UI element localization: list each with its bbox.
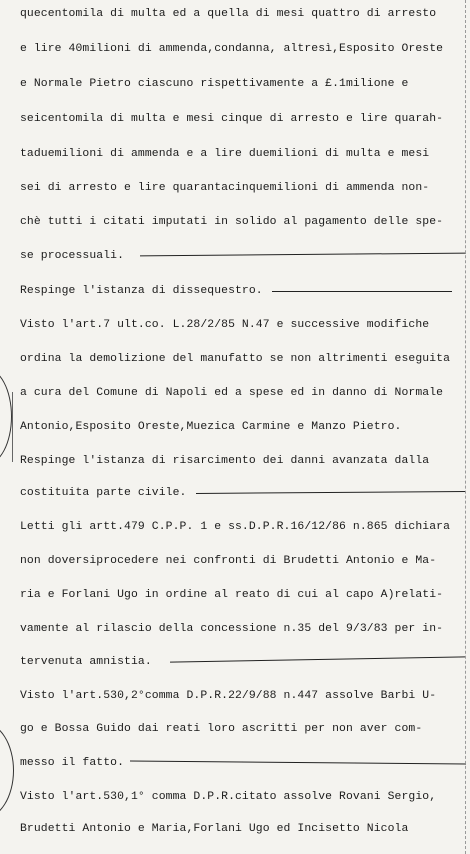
text-line: e lire 40milioni di ammenda,condanna, altresì,Esposito Oreste — [20, 43, 444, 55]
text-line: Visto l'art.530,1° comma D.P.R.citato assolve Rovani Sergio, — [20, 791, 437, 803]
fill-rule — [272, 291, 452, 292]
text-line: ria e Forlani Ugo in ordine al reato di cui al capo A)relati- — [20, 589, 444, 601]
text-line: taduemilioni di ammenda e a lire duemilioni di multa e mesi — [20, 148, 430, 160]
text-line: messo il fatto. — [20, 757, 125, 769]
text-line: a cura del Comune di Napoli ed a spese ed in danno di Normale — [20, 387, 444, 399]
text-line: Visto l'art.7 ult.co. L.28/2/85 N.47 e successive modifiche — [20, 319, 430, 331]
text-line: vamente al rilascio della concessione n.35 del 9/3/83 per in- — [20, 623, 444, 635]
page-edge — [465, 0, 467, 854]
text-line: Antonio,Esposito Oreste,Muezica Carmine e Manzo Pietro. — [20, 421, 402, 433]
text-line: costituita parte civile. — [20, 487, 187, 499]
text-line: Respinge l'istanza di dissequestro. — [20, 285, 263, 297]
text-line: quecentomila di multa ed a quella di mesi quattro di arresto — [20, 8, 437, 20]
text-line: Respinge l'istanza di risarcimento dei danni avanzata dalla — [20, 455, 430, 467]
text-line: Letti gli artt.479 C.P.P. 1 e ss.D.P.R.16/12/86 n.865 dichiara — [20, 521, 451, 533]
text-line: se processuali. — [20, 250, 125, 262]
margin-mark — [0, 722, 14, 819]
text-line: Brudetti Antonio e Maria,Forlani Ugo ed Incisetto Nicola — [20, 823, 409, 835]
margin-mark — [12, 392, 13, 462]
text-line: go e Bossa Guido dai reati loro ascritti per non aver com- — [20, 723, 423, 735]
text-line: tervenuta amnistia. — [20, 656, 152, 668]
text-line: non doversiprocedere nei confronti di Brudetti Antonio e Ma- — [20, 555, 437, 567]
text-line: ordina la demolizione del manufatto se non altrimenti eseguita — [20, 353, 451, 365]
text-line: sei di arresto e lire quarantacinquemilioni di ammenda non- — [20, 182, 430, 194]
margin-mark — [0, 368, 12, 465]
text-line: e Normale Pietro ciascuno rispettivamente a £.1milione e — [20, 78, 409, 90]
text-line: chè tutti i citati imputati in solido al pagamento delle spe- — [20, 216, 444, 228]
text-line: Visto l'art.530,2°comma D.P.R.22/9/88 n.447 assolve Barbi U- — [20, 690, 437, 702]
text-line: seicentomila di multa e mesi cinque di arresto e lire quarah- — [20, 113, 444, 125]
